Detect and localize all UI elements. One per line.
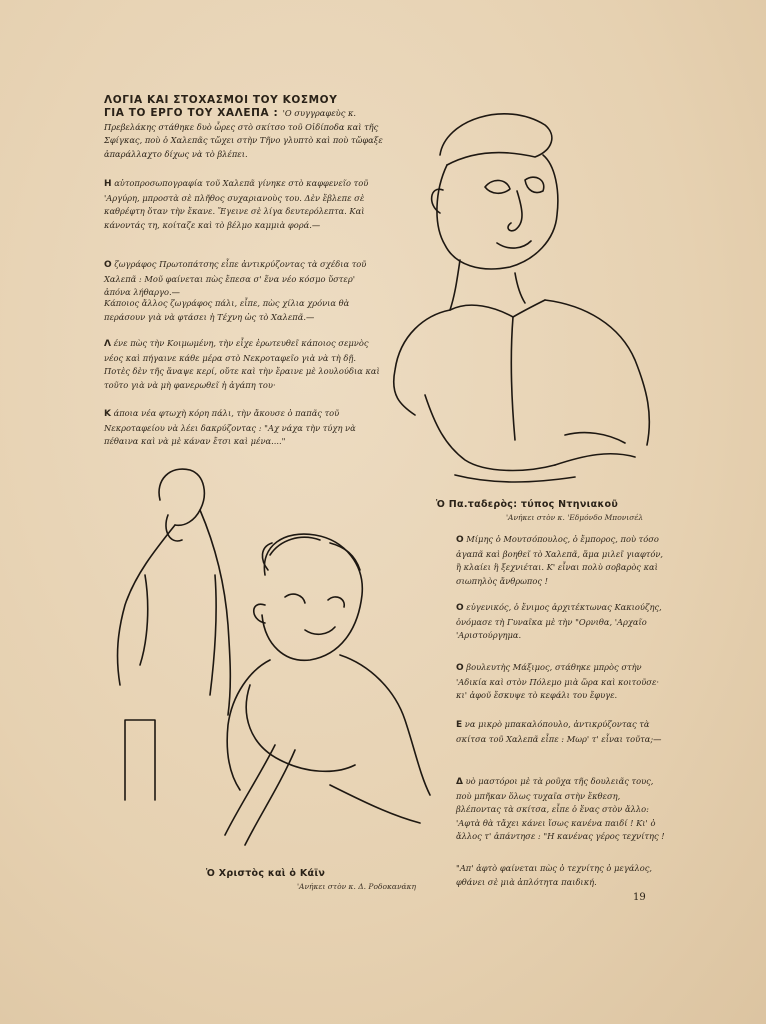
drop-letter: Κ <box>104 409 111 419</box>
figure-caption-top: Ὁ Πα.ταδερὸς: τύπος Ντηνιακοῦ <box>436 499 619 510</box>
sketch-child-head <box>262 534 362 660</box>
sketch-child-body <box>227 655 430 795</box>
sketch-ground <box>330 785 420 823</box>
sketch-hand <box>455 433 635 482</box>
sketch-neck <box>450 260 525 310</box>
left-paragraph <box>104 297 380 324</box>
right-paragraph <box>456 718 666 746</box>
sketch-nose <box>508 191 522 231</box>
sketch-child-arm <box>246 685 355 771</box>
intro-text: 'Ο συγγραφεὺς κ. Πρεβελάκης στάθηκε δυὸ ὧρες στὸ σκίτσο τοῦ Οἰδίποδα καὶ τῆς Σφίγκας, ποὺ ὁ Χαλεπᾶς τὤχει στὴν Τῆνο γλυπτὸ καὶ ποὺ τὤφαξε ἀπαράλλαχτο δίχως νὰ τὸ βλέπει. <box>104 108 383 159</box>
drop-letter: Δ <box>456 777 463 787</box>
right-paragraph <box>456 661 666 703</box>
drop-letter: Ο <box>104 260 112 270</box>
sketch-mouth <box>497 241 531 248</box>
drop-letter: Ο <box>456 663 464 673</box>
paragraph-text: άποια νέα φτωχὴ κόρη πάλι, τὴν ἄκουσε ὁ παπᾶς τοῦ Νεκροταφείου νὰ λέει δακρύζοντας : "Αχ νάχα τὴν τύχη νὰ πέθαινα καὶ νὰ μὲ κάναν ἔτσι καὶ μένα...." <box>104 408 356 447</box>
right-paragraph <box>456 601 666 643</box>
sketch-stick <box>225 745 295 845</box>
paragraph-text: εὐγενικός, ὁ ἔνιμος ἀρχιτέκτωνας Κακιούζης, ὀνόμασε τὴ Γυναῖκα μὲ τὴν "Ορνιθα, 'Αρχαῖο 'Αριστούργημα. <box>456 602 662 641</box>
paragraph-text: υὸ μαστόροι μὲ τὰ ροῦχα τῆς δουλειᾶς τους, ποὺ μπῆκαν ὅλως τυχαῖα στὴν ἔκθεση, βλέποντας τὰ σκίτσα, εἶπε ὁ ἕνας στὸν ἄλλο: 'Αφτὰ θὰ τἄχει κάνει ἴσως κανένα παιδί ! Κι' ὁ ἄλλος τ' ἀπάντησε : "Η κανένας γέρος τεχνίτης ! <box>456 776 665 842</box>
christ-and-cain-sketch <box>100 455 445 865</box>
sketch-collar <box>450 300 545 317</box>
drop-letter: Ε <box>456 720 463 730</box>
heading-line-1: ΛΟΓΙΑ ΚΑΙ ΣΤΟΧΑΣΜΟΙ ΤΟΥ ΚΟΣΜΟΥ <box>104 94 338 106</box>
paragraph-text: ζωγράφος Πρωτοπάτσης εἶπε ἀντικρύζοντας τὰ σχέδια τοῦ Χαλεπᾶ : Μοῦ φαίνεται πὼς ἔπεσα σ' ἕνα νέο κόσμο ὕστερ' ἀπόνα λήθαργο.— <box>104 259 367 298</box>
paragraph-text: ένε πὼς τὴν Κοιμωμένη, τὴν εἶχε ἐρωτευθεῖ κάποιος σεμνὸς νέος καὶ πήγαινε κάθε μέρα στὸ Νεκροταφεῖο γιὰ νὰ τὴ δῇ. Ποτὲς δὲν τῆς ἅναψε κερί, οὔτε καὶ τὴν ἔραινε μὲ λουλούδια καὶ τοῦτο γιὰ νὰ μὴ φανερωθεῖ ἡ ἀγάπη του· <box>104 338 380 390</box>
heading-line-2: ΓΙΑ ΤΟ ΕΡΓΟ ΤΟΥ ΧΑΛΕΠΑ : <box>104 107 279 119</box>
figure-owner-top: 'Ανήκει στὸν κ. 'Εδμόνδο Μπονισέλ <box>506 513 644 522</box>
paragraph-text: να μικρὸ μπακαλόπουλο, ἀντικρύζοντας τὰ σκίτσα τοῦ Χαλεπᾶ εἶπε : Μωρ' τ' εἶναι τοῦτα;— <box>456 719 662 744</box>
page-number: 19 <box>633 892 646 903</box>
paragraph-text: Κάποιος ἄλλος ζωγράφος πάλι, εἶπε, πὼς χίλια χρόνια θὰ περάσουν γιὰ νὰ φτάσει ἡ Τέχνη ὡς τὸ Χαλεπᾶ.— <box>104 298 350 322</box>
paragraph-text: βουλευτὴς Μάξιμος, στάθηκε μπρὸς στὴν 'Αδικία καὶ στὸν Πόλεμο μιὰ ὥρα καὶ κοιτοῦσε· κι' ἀφοῦ ἔσκυψε τὸ κεφάλι του ἔφυγε. <box>456 662 660 701</box>
sketch-cap <box>440 114 552 165</box>
left-paragraph <box>104 407 380 449</box>
sketch-face <box>437 155 558 269</box>
left-paragraph <box>104 337 380 392</box>
left-paragraph <box>104 177 380 232</box>
drop-letter: Λ <box>104 339 111 349</box>
sketch-standing-arm <box>140 575 216 695</box>
sketch-coat-line <box>511 317 515 440</box>
sketch-child-eye <box>285 594 344 607</box>
sketch-child-mouth <box>305 627 335 634</box>
sketch-shoulder-right <box>545 300 649 445</box>
article-heading <box>104 94 394 161</box>
drop-letter: Η <box>104 179 112 189</box>
paragraph-text: αὐτοπροσωπογραφία τοῦ Χαλεπᾶ γίνηκε στὸ καφφενεῖο τοῦ 'Αργύρη, μπροστὰ σὲ πλῆθος συχαριανοὺς του. Δὲν ἔβλεπε σὲ καθρέφτη ὅταν τὴν ἔκανε. Ἔγεινε σὲ λίγα δευτερόλεπτα. Καὶ κάνοντάς τη, κοίταζε καὶ τὸ βέλμο καμμιὰ φορά.— <box>104 178 369 230</box>
right-paragraph <box>456 862 666 889</box>
figure-caption-bottom: Ὁ Χριστὸς καὶ ὁ Κάϊν <box>206 868 326 879</box>
sketch-eye-left <box>485 180 510 193</box>
sketch-eye-right <box>525 177 544 192</box>
paragraph-text: "Απ' ἀφτὸ φαίνεται πὼς ὁ τεχνίτης ὁ μεγάλος, φθάνει σὲ μιὰ ἁπλότητα παιδική. <box>456 863 652 887</box>
left-paragraph <box>104 258 380 300</box>
sketch-standing-beard <box>166 515 182 541</box>
sketch-standing-head <box>159 469 204 525</box>
right-paragraph <box>456 775 666 844</box>
sketch-pedestal <box>125 720 155 800</box>
portrait-sketch <box>385 95 665 490</box>
drop-letter: Ο <box>456 603 464 613</box>
sketch-shoulder-left <box>394 310 450 415</box>
drop-letter: Ο <box>456 535 464 545</box>
figure-owner-bottom: 'Ανήκει στὸν κ. Δ. Ροδοκανάκη <box>297 882 417 891</box>
paragraph-text: Μίμης ὁ Μουτσόπουλος, ὁ ἔμπορος, ποὺ τόσο ἀγαπᾶ καὶ βοηθεῖ τὸ Χαλεπᾶ, ἅμα μιλεῖ γιαφτόν, ἢ κλαίει ἢ ξεχνιέται. Κ' εἶναι πολὺ σοβαρὸς καὶ σιωπηλὸς ἄνθρωπος ! <box>456 534 664 586</box>
right-paragraph <box>456 533 666 588</box>
